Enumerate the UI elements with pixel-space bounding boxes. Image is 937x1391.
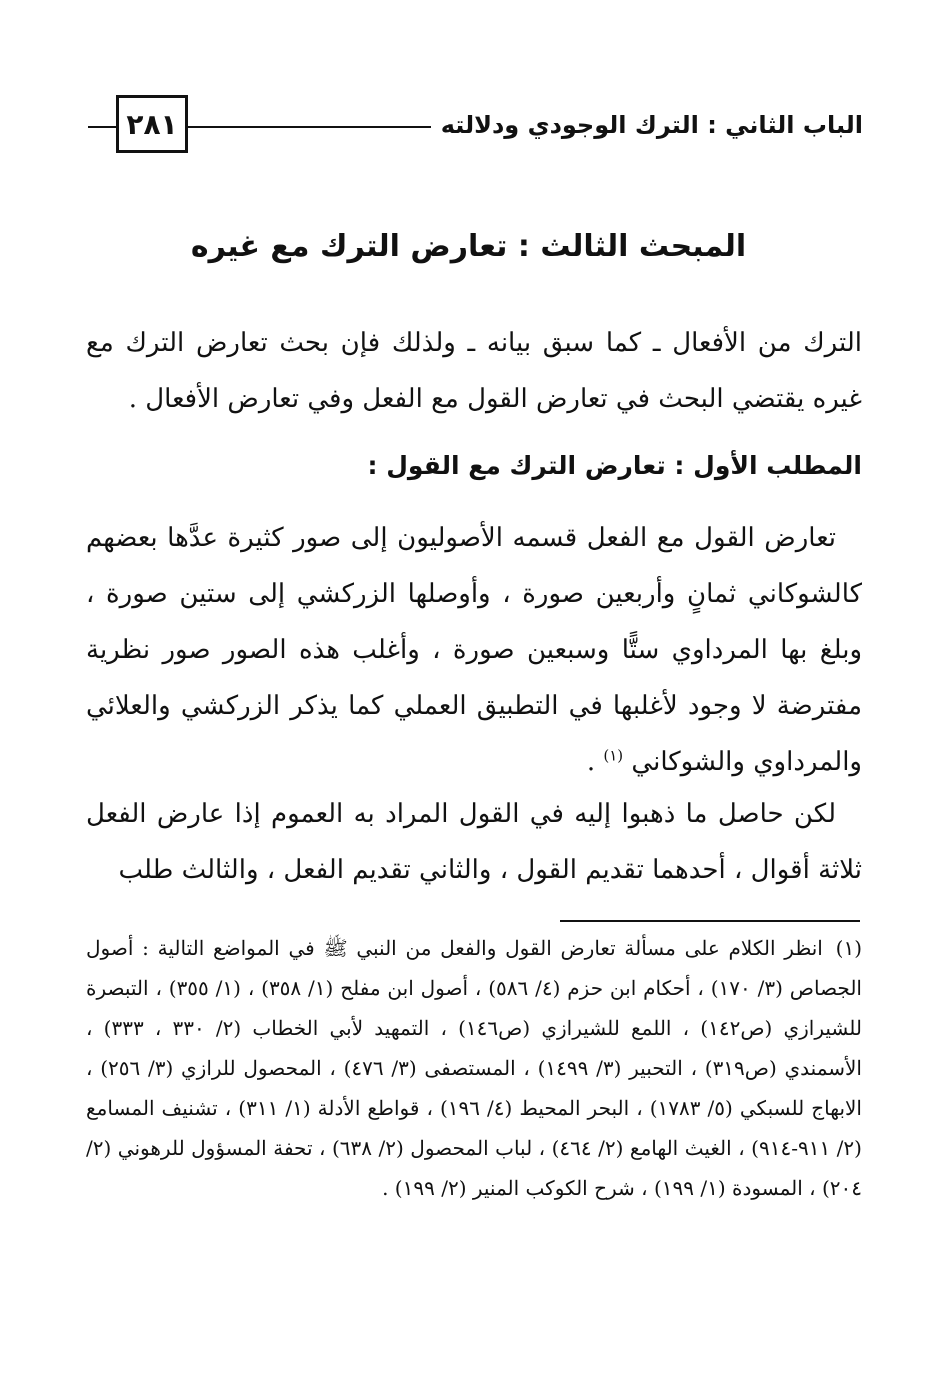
footnote-number: (١) [835, 936, 862, 960]
intro-paragraph: الترك من الأفعال ـ كما سبق بيانه ـ ولذلك فإن بحث تعارض الترك مع غيره يقتضي البحث في تعارض القول مع الفعل وفي تعارض الأفعال . [86, 328, 862, 414]
footnote-separator [560, 920, 860, 922]
paragraph-1 [86, 510, 862, 790]
footnote-text: انظر الكلام على مسألة تعارض القول والفعل من النبي ﷺ في المواضع التالية : أصول الجصاص (٣/ ١٧٠) ، أحكام ابن حزم (٤/ ٥٨٦) ، أصول ابن مفلح (١/ ٣٥٨) ، (١/ ٣٥٥) ، التبصرة للشيرازي (ص١٤٢) ، اللمع للشيرازي (ص١٤٦) ، التمهيد لأبي الخطاب (٢/ ٣٣٠ ، ٣٣٣) ، الأسمندي (ص٣١٩) ، التحبير (٣/ ١٤٩٩) ، المستصفى (٣/ ٤٧٦) ، المحصول للرازي (٣/ ٢٥٦) ، الابهاج للسبكي (٥/ ١٧٨٣) ، البحر المحيط (٤/ ١٩٦) ، قواطع الأدلة (١/ ٣١١) ، تشنيف المسامع (٢/ ٩١١-٩١٤) ، الغيث الهامع (٢/ ٤٦٤) ، لباب المحصول (٢/ ٦٣٨) ، تحفة المسؤول للرهوني (٢/ ٢٠٤) ، المسودة (١/ ١٩٩) ، شرح الكوكب المنير (٢/ ١٩٩) . [86, 936, 862, 1200]
subsection-title: المطلب الأول : تعارض الترك مع القول : [367, 451, 862, 480]
running-header [88, 95, 863, 157]
running-title: الباب الثاني : الترك الوجودي ودلالته [431, 107, 863, 143]
footnote [86, 928, 862, 1208]
footnote-reference: (١) [603, 746, 624, 765]
paragraph-1-text: تعارض القول مع الفعل قسمه الأصوليون إلى صور كثيرة عدَّها بعضهم كالشوكاني ثمانٍ وأربعين صورة ، وأوصلها الزركشي إلى ستين صورة ، وبلغ بها المرداوي ستًّا وسبعين صورة ، وأغلب هذه الصور صور نظرية مفترضة لا وجود لأغلبها في التطبيق العملي كما يذكر الزركشي والعلائي والمرداوي والشوكاني [86, 523, 862, 777]
page-number: ٢٨١ [116, 95, 188, 153]
section-title: المبحث الثالث : تعارض الترك مع غيره [190, 229, 747, 264]
paragraph-2: لكن حاصل ما ذهبوا إليه في القول المراد به العموم إذا عارض الفعل ثلاثة أقوال ، أحدهما تقديم القول ، والثاني تقديم الفعل ، والثالث طلب [86, 799, 862, 885]
paragraph-1-end: . [586, 747, 604, 777]
